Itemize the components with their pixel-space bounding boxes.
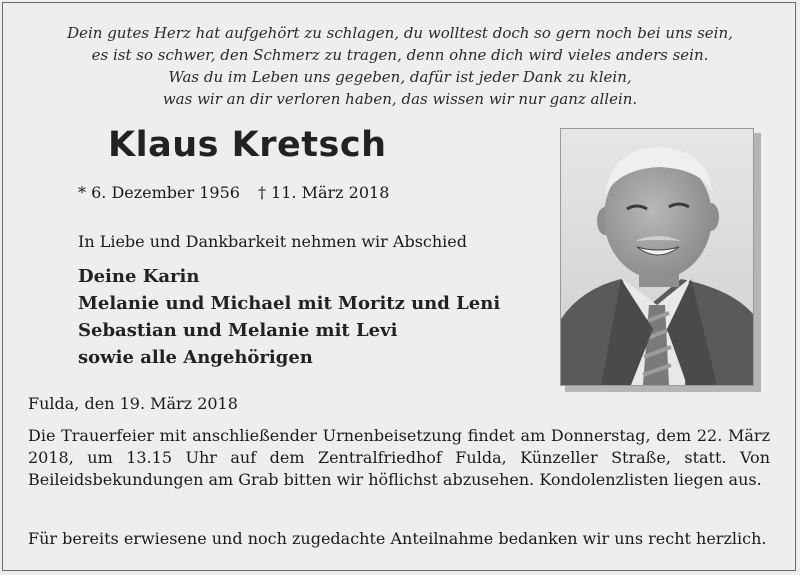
family-member: Deine Karin bbox=[78, 266, 200, 287]
place-and-date: Fulda, den 19. März 2018 bbox=[28, 394, 238, 413]
funeral-notice: Die Trauerfeier mit anschließender Urnenbeisetzung findet am Donnerstag, dem 22. März 2018, um 13.15 Uhr auf dem Zentralfriedhof Fulda, Künzeller Straße, statt. Von Beileidsbekundungen am Grab bitten wir höflichst abzusehen. Kondolenzlisten liegen aus. bbox=[28, 426, 770, 489]
farewell-line: In Liebe und Dankbarkeit nehmen wir Abschied bbox=[78, 232, 468, 251]
poem-line: Dein gutes Herz hat aufgehört zu schlagen, du wolltest doch so gern noch bei uns sein, bbox=[67, 24, 733, 42]
death-date: † 11. März 2018 bbox=[257, 183, 390, 202]
deceased-name: Klaus Kretsch bbox=[108, 125, 387, 165]
portrait-photo bbox=[560, 128, 754, 386]
birth-date: * 6. Dezember 1956 bbox=[78, 183, 240, 202]
family-list bbox=[78, 263, 500, 371]
poem-line: was wir an dir verloren haben, das wissen wir nur ganz allein. bbox=[162, 90, 638, 108]
poem-line: es ist so schwer, den Schmerz zu tragen, denn ohne dich wird vieles anders sein. bbox=[91, 46, 709, 64]
family-member: Melanie und Michael mit Moritz und Leni bbox=[78, 293, 501, 314]
life-dates bbox=[78, 183, 389, 202]
thanks-line: Für bereits erwiesene und noch zugedachte Anteilnahme bedanken wir uns recht herzlich. bbox=[28, 529, 767, 548]
family-member: Sebastian und Melanie mit Levi bbox=[78, 320, 398, 341]
family-member: sowie alle Angehörigen bbox=[78, 347, 313, 368]
poem-line: Was du im Leben uns gegeben, dafür ist jeder Dank zu klein, bbox=[168, 68, 632, 86]
memorial-poem bbox=[0, 22, 800, 110]
